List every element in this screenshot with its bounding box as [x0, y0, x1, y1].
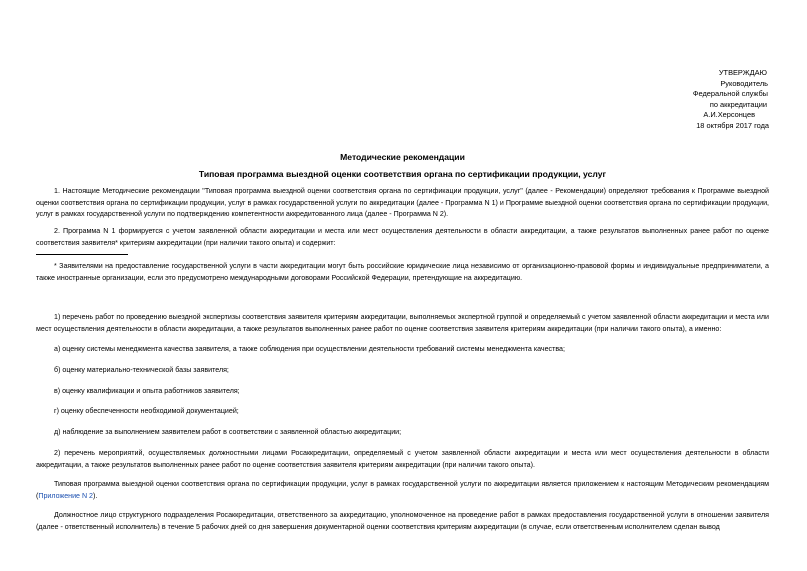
list-item-c: в) оценку квалификации и опыта работников заявителя; — [54, 387, 240, 395]
paragraph-2: 2. Программа N 1 формируется с учетом заявленной области аккредитации и места или мест осуществления деятельности в области аккредитации, а также результатов выполненных ранее работ по оценке соответствия заявителя* критериям аккредитации (при наличии такого опыта) и содержит: — [36, 227, 769, 247]
paragraph-4: 2) перечень мероприятий, осуществляемых должностными лицами Росаккредитации, определяемый с учетом заявленной области аккредитации и места или мест осуществления деятельности в области аккредитации, а также результатов выполненных ранее работ по оценке соответствия заявителя критериям аккредитации (при наличии такого опыта). — [36, 449, 769, 469]
approval-date: 18 октября 2017 года — [696, 120, 769, 130]
document-page — [36, 0, 769, 571]
approval-organization: Федеральной службы — [692, 89, 768, 99]
list-item-d: г) оценку обеспеченности необходимой документацией; — [54, 407, 239, 415]
approval-block — [693, 68, 769, 132]
approval-title: УТВЕРЖДАЮ — [718, 68, 767, 77]
list-item-b: б) оценку материально-технической базы заявителя; — [54, 366, 229, 374]
approval-organization-cont: по аккредитации — [709, 99, 767, 109]
list-item-e: д) наблюдение за выполнением заявителем работ в соответствии с заявленной областью аккредитации; — [54, 428, 402, 436]
approval-signatory: А.И.Херсонцев — [703, 110, 755, 120]
appendix-2-link[interactable]: Приложение N 2 — [38, 491, 93, 500]
paragraph-5-text: Типовая программа выездной оценки соответствия органа по сертификации продукции, услуг в рамках государственной услуги по аккредитации является приложением к настоящим Методическим рекомендациям ( — [36, 480, 769, 500]
paragraph-6: Должностное лицо структурного подразделения Росаккредитации, ответственного за аккредитацию, уполномоченное на проведение работ в рамках предоставления государственной услуги в отношении заявителя (далее - ответственный исполнитель) в течение 5 рабочих дней со дня завершения документарной оценки соответствия критериям аккредитации (в случае, если ответственным исполнителем сделан вывод — [36, 511, 769, 531]
footnote-separator — [36, 254, 128, 255]
paragraph-1: 1. Настоящие Методические рекомендации "Типовая программа выездной оценки соответствия органа по сертификации продукции, услуг" (далее - Рекомендации) определяют требования к Программе выездной оценки соответствия органа по сертификации продукции, услуг в рамках государственной услуги по аккредитации (далее - Программа N 1) и Программе выездной оценки соответствия органа по сертификации продукции, услуг в рамках государственной услуги по подтверждению компетентности аккредитованного лица (далее - Программа N 2). — [36, 187, 769, 219]
document-subheading: Типовая программа выездной оценки соответствия органа по сертификации продукции, услуг — [198, 169, 607, 179]
paragraph-5-end: ). — [93, 491, 98, 500]
paragraph-5 — [36, 479, 769, 502]
paragraph-3: 1) перечень работ по проведению выездной экспертизы соответствия заявителя критериям аккредитации, выполняемых экспертной группой и определяемый с учетом заявленной области аккредитации и места или мест осуществления деятельности в области аккредитации, а также результатов выполненных ранее работ по оценке соответствия заявителя критериям аккредитации (при наличии такого опыта), а именно: — [36, 313, 769, 333]
list-item-a: а) оценку системы менеджмента качества заявителя, а также соблюдения при осуществлении деятельности требований системы менеджмента качества; — [54, 345, 565, 353]
document-heading: Методические рекомендации — [340, 152, 465, 162]
approval-position: Руководитель — [720, 78, 768, 88]
footnote: * Заявителями на предоставление государственной услуги в части аккредитации могут быть российские юридические лица независимо от организационно-правовой формы и индивидуальные предприниматели, а также иностранные организации, если это предусмотрено международными договорами Российской Федерации, претендующие на аккредитацию. — [36, 262, 769, 282]
